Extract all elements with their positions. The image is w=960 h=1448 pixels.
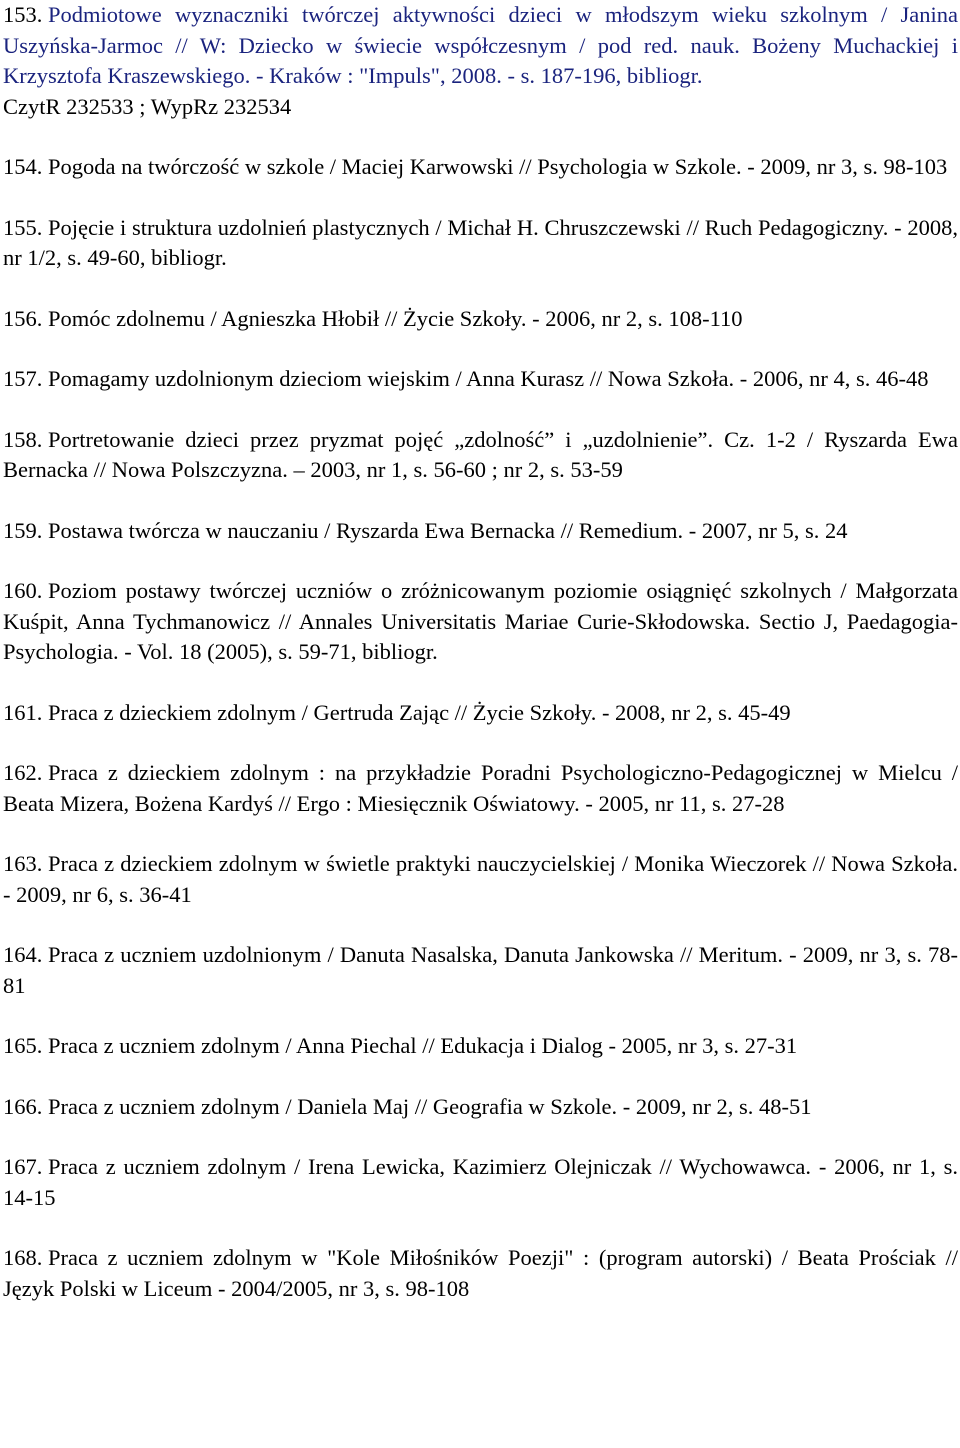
entry-number: 159.: [3, 517, 43, 543]
call-number: CzytR 232533 ; WypRz 232534: [3, 93, 292, 119]
entry-number: 167.: [3, 1154, 43, 1179]
entry-text: Praca z dzieckiem zdolnym / Gertruda Zając // Życie Szkoły. - 2008, nr 2, s. 45-49: [48, 699, 791, 725]
entry-text: Praca z dzieckiem zdolnym : na przykładzie Poradni Psychologiczno-Pedagogicznej w Mielcu / Beata Mizera, Bożena Kardyś // Ergo : Miesięcznik Oświatowy. - 2005, nr 11, s. 27-28: [3, 760, 958, 816]
entry-number: 163.: [3, 851, 43, 876]
bibliography-entry-163: [3, 849, 958, 910]
entry-text: Praca z dzieckiem zdolnym w świetle praktyki nauczycielskiej / Monika Wieczorek // Nowa Szkoła. - 2009, nr 6, s. 36-41: [3, 851, 958, 907]
entry-number: 162.: [3, 760, 43, 785]
entry-text: Portretowanie dzieci przez pryzmat pojęć „zdolność” i „uzdolnienie”. Cz. 1-2 / Ryszarda Ewa Bernacka // Nowa Polszczyzna. – 2003, nr 1, s. 56-60 ; nr 2, s. 53-59: [3, 426, 958, 482]
entry-number: 155.: [3, 214, 43, 240]
bibliography-entry-159: [3, 516, 958, 547]
entry-number: 153.: [3, 2, 43, 27]
bibliography-entry-154: [3, 152, 958, 183]
bibliography-entry-157: [3, 364, 958, 395]
bibliography-entry-165: [3, 1031, 958, 1062]
entry-number: 168.: [3, 1245, 43, 1270]
entry-text: Pomagamy uzdolnionym dzieciom wiejskim / Anna Kurasz // Nowa Szkoła. - 2006, nr 4, s. 46-48: [48, 366, 929, 391]
entry-text: Postawa twórcza w nauczaniu / Ryszarda Ewa Bernacka // Remedium. - 2007, nr 5, s. 24: [48, 517, 848, 543]
bibliography-entry-168: [3, 1243, 958, 1304]
bibliography-entry-160: [3, 576, 958, 668]
entry-text: Pojęcie i struktura uzdolnień plastycznych / Michał H. Chruszczewski // Ruch Pedagogiczny. - 2008, nr 1/2, s. 49-60, bibliogr.: [3, 214, 958, 270]
entry-text: Praca z uczniem zdolnym / Irena Lewicka, Kazimierz Olejniczak // Wychowawca. - 2006, nr 1, s. 14-15: [3, 1154, 958, 1210]
entry-number: 156.: [3, 305, 43, 331]
entry-number: 166.: [3, 1093, 43, 1119]
entry-text: Pomóc zdolnemu / Agnieszka Hłobił // Życie Szkoły. - 2006, nr 2, s. 108-110: [48, 305, 743, 331]
entry-number: 161.: [3, 699, 43, 725]
entry-text: Praca z uczniem zdolnym / Daniela Maj // Geografia w Szkole. - 2009, nr 2, s. 48-51: [48, 1093, 812, 1119]
entry-text: Praca z uczniem zdolnym / Anna Piechal // Edukacja i Dialog - 2005, nr 3, s. 27-31: [48, 1033, 798, 1058]
bibliography-entry-153: [3, 0, 958, 122]
entry-number: 165.: [3, 1033, 43, 1058]
bibliography-entry-166: [3, 1092, 958, 1123]
entry-text: Praca z uczniem zdolnym w "Kole Miłośników Poezji" : (program autorski) / Beata Prościak // Język Polski w Liceum - 2004/2005, nr 3, s. 98-108: [3, 1245, 958, 1301]
entry-number: 154.: [3, 154, 43, 179]
bibliography-entry-156: [3, 304, 958, 335]
bibliography-entry-158: [3, 425, 958, 486]
entry-text: Podmiotowe wyznaczniki twórczej aktywności dzieci w młodszym wieku szkolnym / Janina Uszyńska-Jarmoc // W: Dziecko w świecie współczesnym / pod red. nauk. Bożeny Muchackiej i Krzysztofa Kraszewskiego. - Kraków : "Impuls", 2008. - s. 187-196, bibliogr.: [3, 2, 958, 88]
bibliography-entry-162: [3, 758, 958, 819]
entry-text: Pogoda na twórczość w szkole / Maciej Karwowski // Psychologia w Szkole. - 2009, nr 3, s. 98-103: [48, 154, 948, 179]
entry-number: 158.: [3, 426, 43, 452]
entry-number: 164.: [3, 942, 43, 967]
entry-number: 160.: [3, 578, 43, 603]
entry-text: Praca z uczniem uzdolnionym / Danuta Nasalska, Danuta Jankowska // Meritum. - 2009, nr 3, s. 78-81: [3, 942, 958, 998]
bibliography-entry-164: [3, 940, 958, 1001]
bibliography-list: [3, 0, 958, 1334]
bibliography-entry-155: [3, 213, 958, 274]
bibliography-entry-161: [3, 698, 958, 729]
bibliography-entry-167: [3, 1152, 958, 1213]
entry-text: Poziom postawy twórczej uczniów o zróżnicowanym poziomie osiągnięć szkolnych / Małgorzata Kuśpit, Anna Tychmanowicz // Annales Universitatis Mariae Curie-Skłodowska. Sectio J, Paedagogia-Psychologia. - Vol. 18 (2005), s. 59-71, bibliogr.: [3, 578, 958, 664]
entry-number: 157.: [3, 366, 43, 391]
